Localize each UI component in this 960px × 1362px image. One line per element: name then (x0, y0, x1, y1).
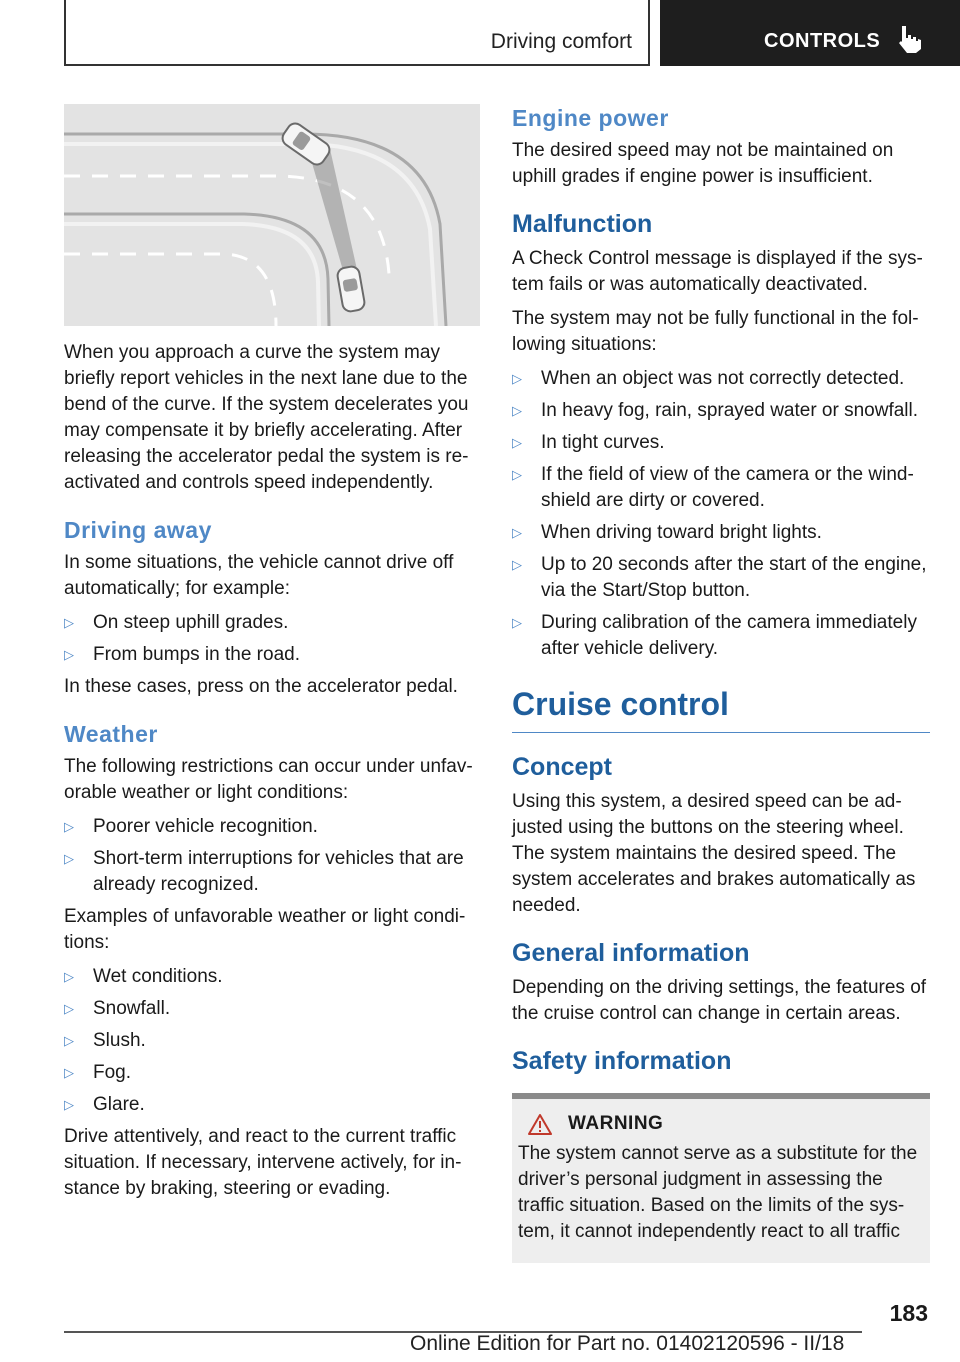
list-item: ▷ When an object was not correctly detected. (512, 366, 930, 392)
concept-heading: Concept (512, 753, 612, 781)
malfunction-heading: Malfunction (512, 210, 653, 238)
triangle-bullet-icon: ▷ (512, 371, 522, 386)
warning-title (528, 1113, 924, 1135)
triangle-bullet-icon: ▷ (64, 615, 74, 630)
curve-radar-illustration (64, 104, 480, 326)
weather-examples-intro: Examples of unfavorable weather or light conditions: (64, 906, 466, 953)
section-title: Driving comfort (490, 30, 632, 53)
hand-pointer-icon (896, 24, 922, 54)
triangle-bullet-icon: ▷ (512, 467, 522, 482)
driving-away-heading: Driving away (64, 517, 212, 543)
triangle-bullet-icon: ▷ (512, 557, 522, 572)
triangle-bullet-icon: ▷ (64, 969, 74, 984)
weather-outro: Drive attentively, and react to the current traffic situation. If necessary, intervene actively, for instance by braking, steering or evading. (64, 1126, 462, 1199)
header-chapter-tab[interactable] (660, 0, 960, 66)
safety-information-heading: Safety information (512, 1047, 732, 1075)
page-number: 183 (889, 1300, 928, 1326)
list-item: ▷ Short-term interruptions for vehicles that are already recognized. (64, 848, 464, 895)
driving-away-outro: In these cases, press on the accelerator pedal. (64, 676, 458, 697)
engine-power-text: The desired speed may not be maintained on uphill grades if engine power is insufficient. (512, 140, 894, 187)
curve-paragraph: When you approach a curve the system may briefly report vehicles in the next lane due to the bend of the curve. If the system decelerates you may compensate it by briefly accelerating. After releasing the accelerator pedal the system is reactivated and controls speed independently. (64, 342, 469, 493)
triangle-bullet-icon: ▷ (64, 647, 74, 662)
list-item: ▷ Up to 20 seconds after the start of the engine, via the Start/Stop button. (512, 554, 927, 601)
malfunction-list (512, 366, 930, 662)
right-column (512, 104, 930, 1263)
weather-heading: Weather (64, 721, 158, 747)
list-item: ▷ When driving toward bright lights. (512, 520, 930, 546)
list-item: ▷ If the field of view of the camera or the windshield are dirty or covered. (512, 464, 914, 511)
engine-power-heading: Engine power (512, 105, 669, 131)
concept-text: Using this system, a desired speed can be adjusted using the buttons on the steering wheel. The system maintains the desired speed. The system accelerates and brakes automatically as needed. (512, 791, 916, 916)
list-item: ▷ Snowfall. (64, 996, 482, 1022)
weather-list (64, 814, 482, 898)
list-item: ▷ In heavy fog, rain, sprayed water or snowfall. (512, 398, 930, 424)
list-item: ▷ In tight curves. (512, 430, 930, 456)
warning-label: WARNING (568, 1113, 664, 1134)
triangle-bullet-icon: ▷ (64, 1097, 74, 1112)
triangle-bullet-icon: ▷ (64, 1065, 74, 1080)
list-item: ▷ From bumps in the road. (64, 642, 482, 668)
triangle-bullet-icon: ▷ (512, 435, 522, 450)
driving-away-intro: In some situations, the vehicle cannot drive off automatically; for example: (64, 552, 454, 599)
triangle-bullet-icon: ▷ (64, 819, 74, 834)
warning-triangle-icon (528, 1113, 552, 1135)
cruise-control-title: Cruise control (512, 684, 930, 733)
triangle-bullet-icon: ▷ (64, 1001, 74, 1016)
driving-away-list (64, 610, 482, 668)
triangle-bullet-icon: ▷ (512, 403, 522, 418)
list-item: ▷ Wet conditions. (64, 964, 482, 990)
header-section-box (64, 0, 650, 66)
malfunction-text-1: A Check Control message is displayed if the system fails or was automatically deactivated. (512, 248, 923, 295)
malfunction-text-2: The system may not be fully functional in the following situations: (512, 308, 919, 355)
chapter-title: CONTROLS (764, 30, 881, 52)
triangle-bullet-icon: ▷ (64, 851, 74, 866)
list-item: ▷ Slush. (64, 1028, 482, 1054)
edition-footer: Online Edition for Part no. 01402120596 - II/18 (410, 1332, 845, 1355)
weather-examples-list (64, 964, 482, 1118)
weather-intro: The following restrictions can occur under unfavorable weather or light conditions: (64, 756, 473, 803)
triangle-bullet-icon: ▷ (64, 1033, 74, 1048)
list-item: ▷ Poorer vehicle recognition. (64, 814, 482, 840)
triangle-bullet-icon: ▷ (512, 615, 522, 630)
list-item: ▷ During calibration of the camera immediately after vehicle delivery. (512, 612, 917, 659)
warning-text: The system cannot serve as a substitute for the driver’s personal judgment in assessing the traffic situation. Based on the limits of the system, it cannot independently react to all traffic (518, 1143, 918, 1242)
general-information-heading: General information (512, 939, 750, 967)
triangle-bullet-icon: ▷ (512, 525, 522, 540)
left-column (64, 104, 482, 1210)
list-item: ▷ On steep uphill grades. (64, 610, 482, 636)
list-item: ▷ Glare. (64, 1092, 482, 1118)
warning-box (512, 1093, 930, 1263)
general-information-text: Depending on the driving settings, the features of the cruise control can change in certain areas. (512, 977, 927, 1024)
list-item: ▷ Fog. (64, 1060, 482, 1086)
